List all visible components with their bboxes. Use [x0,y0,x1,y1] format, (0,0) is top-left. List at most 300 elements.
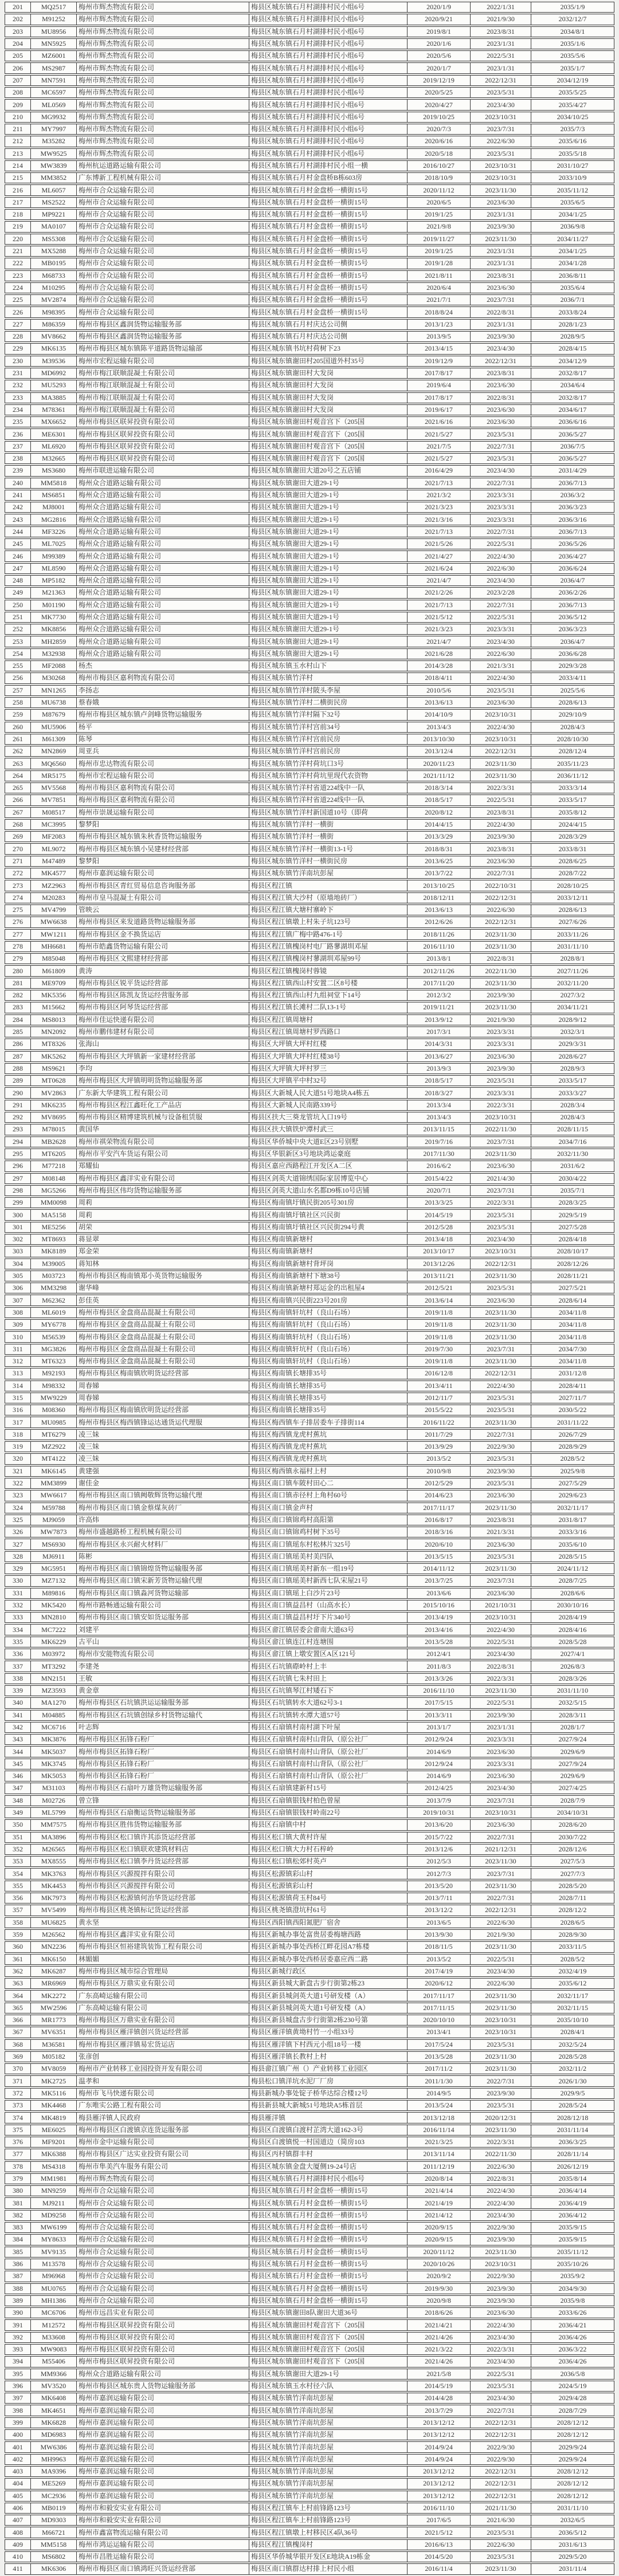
company-cell: 梅州市辉杰物流有限公司 [77,26,249,37]
company-cell: 梅州众合道路运输有限公司 [77,636,249,647]
code-cell: M96968 [31,2271,77,2282]
company-cell: 梅州市盛越路桥工程机械有限公司 [77,1527,249,1537]
table-row [5,1697,614,1708]
code-cell: MM5818 [31,478,77,489]
company-cell: 梅州市梅县区鑫润货物运输服务部 [77,319,249,330]
company-cell: 刘建平 [77,1624,249,1635]
review-date-cell: 2022/8/31 [471,2173,531,2184]
table-row [5,1173,614,1184]
company-cell: 梅州市梅县区城东镇朱秋香货物运输服务 [77,831,249,842]
row-number-cell: 400 [5,2429,31,2440]
company-cell: 梅州市路畅通运输有限公司 [77,1600,249,1611]
table-row [5,575,614,586]
row-number-cell: 335 [5,1637,31,1647]
expiry-date-cell: 2026/7/29 [531,1429,614,1440]
expiry-date-cell: 2027/9/24 [531,1759,614,1769]
review-date-cell: 2023/5/31 [471,1393,531,1403]
row-number-cell: 293 [5,1124,31,1135]
review-date-cell: 2022/12/31 [471,746,531,757]
issue-date-cell: 2014/5/19 [408,1209,471,1220]
row-number-cell: 302 [5,1234,31,1245]
review-date-cell: 2023/11/30 [471,2563,531,2574]
issue-date-cell: 2012/7/3 [408,1868,471,1879]
expiry-date-cell: 2036/6/16 [531,416,614,427]
company-cell: 梅州市梅县区南口镇阙敬辉货物运输代理 [77,1490,249,1501]
code-cell: M08360 [31,1405,77,1415]
issue-date-cell: 2012/5/28 [408,1222,471,1233]
address-cell: 梅县区程江镇大沙村（原墙地砖厂） [249,892,408,903]
company-cell: 梅州市合众运输有限公司 [77,270,249,281]
code-cell: MR1773 [31,2015,77,2026]
review-date-cell: 2022/3/31 [471,1673,531,1684]
review-date-cell: 2023/10/31 [471,1112,531,1123]
address-cell: 梅县区城东镇石月村湖排村民小组6号 [249,14,408,25]
company-cell: 梅州市梅县区大坪镇明明货物运输服务部 [77,1075,249,1086]
code-cell: MZ2963 [31,880,77,891]
company-cell: 梅州市隼美汽车服务有限公司 [77,2161,249,2172]
review-date-cell: 2023/6/30 [471,697,531,708]
issue-date-cell: 2013/4/16 [408,1624,471,1635]
address-cell: 梅县区程江镇长滩村二队13-1号 [249,1002,408,1013]
code-cell: MV8662 [31,331,77,342]
address-cell: 梅县区城东镇石月村庆达公司侧 [249,319,408,330]
row-number-cell: 244 [5,526,31,537]
company-cell: 梅州市梅县区梅西镇锋运达通货运代理服 [77,1417,249,1427]
row-number-cell: 377 [5,2149,31,2160]
review-date-cell: 2023/8/31 [471,26,531,37]
company-cell: 梅州市鑫富物流运输有限公司 [77,2527,249,2538]
expiry-date-cell: 2027/4/1 [531,1649,614,1659]
expiry-date-cell: 2034/12/19 [531,75,614,86]
company-cell: 梅州市嘉润运输有限公司 [77,2429,249,2440]
table-row [5,514,614,525]
issue-date-cell: 2019/6/17 [408,404,471,415]
code-cell: ME9709 [31,978,77,989]
address-cell: 梅县区南口镇锦鸡村高阳第 [249,1515,408,1525]
row-number-cell: 271 [5,856,31,867]
address-cell: 梅县区嘉应西路程江开发区A二区 [249,1161,408,1171]
address-cell: 梅县区梅西镇车子排居委车子排街114 [249,1417,408,1427]
expiry-date-cell: 2029/3/31 [531,1039,614,1049]
review-date-cell: 2023/9/30 [471,221,531,232]
address-cell: 梅县畲江镇广州（）产业转移工业园区 [249,2063,408,2074]
code-cell: MJ8001 [31,502,77,513]
address-cell: 梅县区城东镇竹洋南坑彭屋 [249,2429,408,2440]
address-cell: 梅县区梅西镇龙虎村蕉坑 [249,1429,408,1440]
review-date-cell: 2023/9/30 [471,2234,531,2245]
expiry-date-cell: 2028/6/25 [531,856,614,867]
company-cell: 梅州市梅县区陈凯友货运经营服务部 [77,990,249,1001]
issue-date-cell: 2014/4/28 [408,2393,471,2404]
row-number-cell: 247 [5,563,31,574]
code-cell: MM5158 [31,2539,77,2550]
expiry-date-cell: 2035/11/12 [531,2247,614,2258]
expiry-date-cell: 2035/10/26 [531,2259,614,2270]
code-cell: ML9072 [31,843,77,854]
address-cell: 梅县区城东镇书坑村荷树下23 [249,343,408,354]
table-row [5,563,614,574]
issue-date-cell: 2020/4/27 [408,99,471,110]
address-cell: 梅县区城东镇石月村金盘桥一横街15号 [249,294,408,305]
company-cell: 梅州市产业转移工业园投资开发有限公司 [77,2063,249,2074]
row-number-cell: 307 [5,1295,31,1305]
code-cell: MK2272 [31,1990,77,2001]
issue-date-cell: 2021/5/27 [408,428,471,439]
issue-date-cell: 2020/1/6 [408,38,471,49]
review-date-cell: 2022/7/31 [471,526,531,537]
code-cell: M33608 [31,2332,77,2343]
issue-date-cell: 2021/5/12 [408,2527,471,2538]
review-date-cell: 2023/8/31 [471,807,531,818]
address-cell: 梅县区南口镇赤径村上角村60号 [249,1490,408,1501]
row-number-cell: 225 [5,294,31,305]
code-cell: M66721 [31,2527,77,2538]
expiry-date-cell: 2032/11/30 [531,1149,614,1159]
address-cell: 梅县区新县城剑英大道1号研发楼（A） [249,2003,408,2013]
table-row [5,172,614,183]
review-date-cell: 2023/3/31 [471,1027,531,1037]
code-cell: M68733 [31,270,77,281]
review-date-cell: 2022/3/31 [471,1197,531,1208]
expiry-date-cell: 2029/6/9 [531,1746,614,1757]
code-cell: MK4819 [31,2112,77,2123]
address-cell: 梅县区城东镇石月村湖排村民小组6号 [249,75,408,86]
issue-date-cell: 2018/5/17 [408,1075,471,1086]
company-cell: 梅州市合众运输有限公司 [77,209,249,220]
code-cell: MK5420 [31,1600,77,1611]
row-number-cell: 345 [5,1759,31,1769]
issue-date-cell: 2013/5/24 [408,2100,471,2111]
code-cell: MK6306 [31,2563,77,2574]
table-row [5,1685,614,1696]
issue-date-cell: 2010/5/6 [408,685,471,696]
code-cell: MT8693 [31,1234,77,1245]
row-number-cell: 385 [5,2247,31,2258]
row-number-cell: 254 [5,648,31,659]
address-cell: 梅县区城东镇谢田大道29-1号 [249,575,408,586]
issue-date-cell: 2021/4/26 [408,2356,471,2367]
expiry-date-cell: 2032/4/19 [531,1966,614,1977]
address-cell: 梅县区城东镇谢田大道29-1号 [249,636,408,647]
address-cell: 梅县区大坪镇大坪村红楼 [249,1039,408,1049]
table-row [5,1673,614,1684]
code-cell: M86359 [31,319,77,330]
table-row [5,2491,614,2502]
company-cell: 梅州市祺荣物流有限公司 [77,1136,249,1147]
code-cell: MK4577 [31,868,77,879]
code-cell: M55406 [31,2356,77,2367]
expiry-date-cell: 2031/11/10 [531,2503,614,2514]
address-cell: 梅县区城东镇竹洋南坑彭屋 [249,2417,408,2428]
address-cell: 梅县区城东镇石月村金盘桥一横街15号 [249,234,408,245]
row-number-cell: 399 [5,2417,31,2428]
table-row [5,990,614,1001]
expiry-date-cell: 2028/4/19 [531,1612,614,1623]
address-cell: 梅县区梅西镇龙虎村蕉坑 [249,1453,408,1464]
code-cell: MV8695 [31,1112,77,1123]
expiry-date-cell: 2028/12/12 [531,2429,614,2440]
review-date-cell: 2022/5/31 [471,1697,531,1708]
code-cell: MA3885 [31,392,77,403]
row-number-cell: 367 [5,2027,31,2038]
table-row [5,2112,614,2123]
code-cell: MK5037 [31,1746,77,1757]
expiry-date-cell: 2027/11/26 [531,965,614,976]
row-number-cell: 237 [5,441,31,452]
issue-date-cell: 2013/1/23 [408,319,471,330]
row-number-cell: 409 [5,2539,31,2550]
code-cell: M02726 [31,1795,77,1806]
review-date-cell: 2022/12/31 [471,2478,531,2489]
expiry-date-cell: 2028/7/11 [531,1893,614,1904]
review-date-cell: 2023/11/30 [471,1503,531,1513]
expiry-date-cell: 2033/5/17 [531,1075,614,1086]
code-cell: MU0765 [31,2283,77,2294]
expiry-date-cell: 2031/11/10 [531,1685,614,1696]
expiry-date-cell: 2035/6/12 [531,1978,614,1989]
expiry-date-cell: 2034/1/25 [531,209,614,220]
table-row [5,209,614,220]
review-date-cell: 2023/11/30 [471,770,531,781]
table-row [5,368,614,379]
review-date-cell: 2022/7/31 [471,478,531,489]
review-date-cell: 2022/12/31 [471,1905,531,1916]
issue-date-cell: 2015/10/16 [408,1600,471,1611]
review-date-cell: 2023/4/30 [471,1234,531,1245]
expiry-date-cell: 2036/6/24 [531,563,614,574]
expiry-date-cell: 2031/12/8 [531,1368,614,1379]
table-row [5,868,614,879]
address-cell: 梅县区城东镇谢田大道29-1号 [249,490,408,501]
company-cell: 梅州市梅县区城东镇陈平道路货物运输部 [77,343,249,354]
review-date-cell: 2023/11/30 [471,978,531,989]
company-cell: 梅州市梅县区石坑镇创绿乡村货物运输代 [77,1710,249,1721]
code-cell: MM1981 [31,2173,77,2184]
review-date-cell: 2022/5/31 [471,1954,531,1965]
address-cell: 梅县区城东镇金盘大厦侧19-24号店 [249,2161,408,2172]
review-date-cell: 2022/6/30 [471,563,531,574]
issue-date-cell: 2017/6/5 [408,2515,471,2526]
issue-date-cell: 2019/11/21 [408,1002,471,1013]
row-number-cell: 403 [5,2466,31,2477]
expiry-date-cell: 2028/9/29 [531,1441,614,1452]
address-cell: 梅县区程江镇车上村前锋路123号 [249,2503,408,2514]
row-number-cell: 324 [5,1503,31,1513]
row-number-cell: 255 [5,660,31,671]
expiry-date-cell: 2032/11/15 [531,2003,614,2013]
table-row [5,2405,614,2416]
code-cell: M10295 [31,282,77,293]
code-cell: MZ2922 [31,1441,77,1452]
table-row [5,1941,614,1952]
row-number-cell: 322 [5,1478,31,1489]
review-date-cell: 2022/10/31 [471,880,531,891]
row-number-cell: 357 [5,1905,31,1916]
code-cell: MK5356 [31,990,77,1001]
expiry-date-cell: 2028/9/12 [531,1014,614,1025]
review-date-cell: 2022/7/31 [471,2075,531,2086]
issue-date-cell: 2021/5/12 [408,612,471,623]
table-row [5,1283,614,1293]
review-date-cell: 2023/6/30 [471,197,531,208]
address-cell: 梅县区石坑镇琴江村矮石下 [249,1685,408,1696]
code-cell: MW2596 [31,2003,77,2013]
review-date-cell: 2023/6/30 [471,282,531,293]
review-date-cell: 2023/5/31 [471,428,531,439]
address-cell: 梅县区梅南镇新塘村 [249,1234,408,1245]
company-cell: 梅州市飞马快递有限公司 [77,2088,249,2099]
table-row [5,1027,614,1037]
code-cell: MH6681 [31,941,77,952]
review-date-cell: 2023/5/31 [471,1075,531,1086]
issue-date-cell: 2014/3/28 [408,660,471,671]
issue-date-cell: 2021/6/28 [408,648,471,659]
address-cell: 梅县区城东镇竹洋村 [249,672,408,683]
row-number-cell: 386 [5,2259,31,2270]
address-cell: 梅县雁洋镇 [249,2112,408,2123]
issue-date-cell: 2020/11/23 [408,758,471,769]
review-date-cell: 2023/11/30 [471,1941,531,1952]
table-row [5,246,614,257]
row-number-cell: 353 [5,1856,31,1867]
company-cell: 凌三妹 [77,1429,249,1440]
review-date-cell: 2023/1/31 [471,1722,531,1733]
issue-date-cell: 2019/11/8 [408,1331,471,1342]
issue-date-cell: 2021/7/13 [408,526,471,537]
code-cell: M31103 [31,1783,77,1794]
address-cell: 梅县区石扇镇银钱村柏色曾屋 [249,1795,408,1806]
issue-date-cell: 2020/5/6 [408,50,471,61]
row-number-cell: 391 [5,2319,31,2330]
issue-date-cell: 2020/5/18 [408,148,471,159]
expiry-date-cell: 2028/7/29 [531,2405,614,2416]
table-row [5,1271,614,1281]
table-row [5,184,614,195]
table-row [5,428,614,439]
review-date-cell: 2022/8/31 [471,1661,531,1672]
address-cell: 梅县区城东镇石月村金盘桥一横街15号 [249,270,408,281]
issue-date-cell: 2014/9/24 [408,2441,471,2452]
table-row [5,770,614,781]
row-number-cell: 273 [5,880,31,891]
code-cell: MT3292 [31,1661,77,1672]
code-cell: MN1265 [31,685,77,696]
address-cell: 梅县区城东镇竹洋村隔下32号 [249,709,408,720]
row-number-cell: 284 [5,1014,31,1025]
company-cell: 梅州市梅县区梅南镇欣明货运经营部 [77,1405,249,1415]
code-cell: M92193 [31,1368,77,1379]
company-cell: 梅州市宏程运输有限公司 [77,770,249,781]
row-number-cell: 352 [5,1844,31,1855]
row-number-cell: 396 [5,2381,31,2392]
code-cell: MU5293 [31,380,77,391]
table-row [5,2173,614,2184]
company-cell: 陈琴 [77,734,249,745]
issue-date-cell: 2012/3/2 [408,990,471,1001]
address-cell: 梅县区雁洋镇黄坳村竹一小组33号 [249,2027,408,2038]
expiry-date-cell: 2036/8/11 [531,270,614,281]
company-cell: 梅州市梅县区兴源搅拌有限公司 [77,1868,249,1879]
code-cell: MK3876 [31,1734,77,1745]
expiry-date-cell: 2033/8/31 [531,843,614,854]
row-number-cell: 220 [5,234,31,245]
code-cell: ML0569 [31,99,77,110]
review-date-cell: 2023/3/31 [471,502,531,513]
row-number-cell: 348 [5,1795,31,1806]
code-cell: MV5568 [31,782,77,793]
review-date-cell: 2023/11/30 [471,1417,531,1427]
company-cell: 梅州市辉杰物流有限公司 [77,148,249,159]
code-cell: MV3520 [31,2381,77,2392]
review-date-cell: 2022/12/31 [471,2429,531,2440]
code-cell: MJ9211 [31,2197,77,2208]
code-cell: MJ9059 [31,1515,77,1525]
table-row [5,1051,614,1062]
expiry-date-cell: 2035/1/9 [531,2,614,13]
issue-date-cell: 2021/4/26 [408,2332,471,2343]
company-cell: 梅州市梅县区金盘商品混凝土有限公司 [77,1356,249,1367]
company-cell: 梅州市合众运输有限公司 [77,2259,249,2270]
row-number-cell: 240 [5,478,31,489]
review-date-cell: 2022/5/31 [471,795,531,805]
code-cell: MM9366 [31,2369,77,2380]
review-date-cell: 2022/4/30 [471,2197,531,2208]
issue-date-cell: 2013/6/20 [408,1819,471,1830]
table-row [5,2125,614,2135]
issue-date-cell: 2013/4/18 [408,1234,471,1245]
issue-date-cell: 2017/11/17 [408,1990,471,2001]
table-row [5,1453,614,1464]
code-cell: M04885 [31,1710,77,1721]
row-number-cell: 248 [5,575,31,586]
address-cell: 梅县区城东镇石月村庆达公司侧 [249,331,408,342]
address-cell: 梅县区城东镇竹洋南坑彭屋 [249,868,408,879]
row-number-cell: 405 [5,2491,31,2502]
address-cell: 梅县区白渡镇悦一村国道边（简房103 [249,2137,408,2148]
expiry-date-cell: 2035/6/5 [531,197,614,208]
address-cell: 梅县区城东镇谢田村观音宫下（205国 [249,416,408,427]
row-number-cell: 356 [5,1893,31,1904]
issue-date-cell: 2012/6/26 [408,917,471,927]
issue-date-cell: 2013/5/2 [408,1453,471,1464]
table-row [5,112,614,123]
address-cell: 梅县区大新城人民大道51号地块A4栋五 [249,1087,408,1098]
review-date-cell: 2023/2/28 [471,587,531,598]
issue-date-cell: 2019/12/19 [408,75,471,86]
table-row [5,1466,614,1477]
table-row [5,1441,614,1452]
issue-date-cell: 2020/11/12 [408,2247,471,2258]
expiry-date-cell: 2034/11/21 [531,1002,614,1013]
company-cell: 张海山 [77,1039,249,1049]
issue-date-cell: 2016/4/29 [408,465,471,476]
address-cell: 梅县区城东镇石月村金盘桥一横街15号 [249,221,408,232]
table-row [5,2429,614,2440]
row-number-cell: 281 [5,978,31,989]
address-cell: 梅县区城东镇玉水村山下 [249,660,408,671]
address-cell: 梅县区城东镇石月村湖排村民小组6号 [249,112,408,123]
issue-date-cell: 2016/11/14 [408,2125,471,2135]
code-cell: MV4799 [31,904,77,915]
company-cell: 梅州市辉杰物流有限公司 [77,38,249,49]
address-cell: 梅县区白渡镇白渡村芷湾大道162-3号 [249,2125,408,2135]
company-cell: 梅州市梅县区联昇投资有限公司 [77,2356,249,2367]
company-cell: 梅州市辉杰物流有限公司 [77,2173,249,2184]
expiry-date-cell: 2033/3/27 [531,1087,614,1098]
company-cell: 梅州市梅县区南口镇安如货运服务部 [77,1612,249,1623]
company-cell: 彭佳英 [77,1295,249,1305]
company-cell: 郑耀仙 [77,1161,249,1171]
